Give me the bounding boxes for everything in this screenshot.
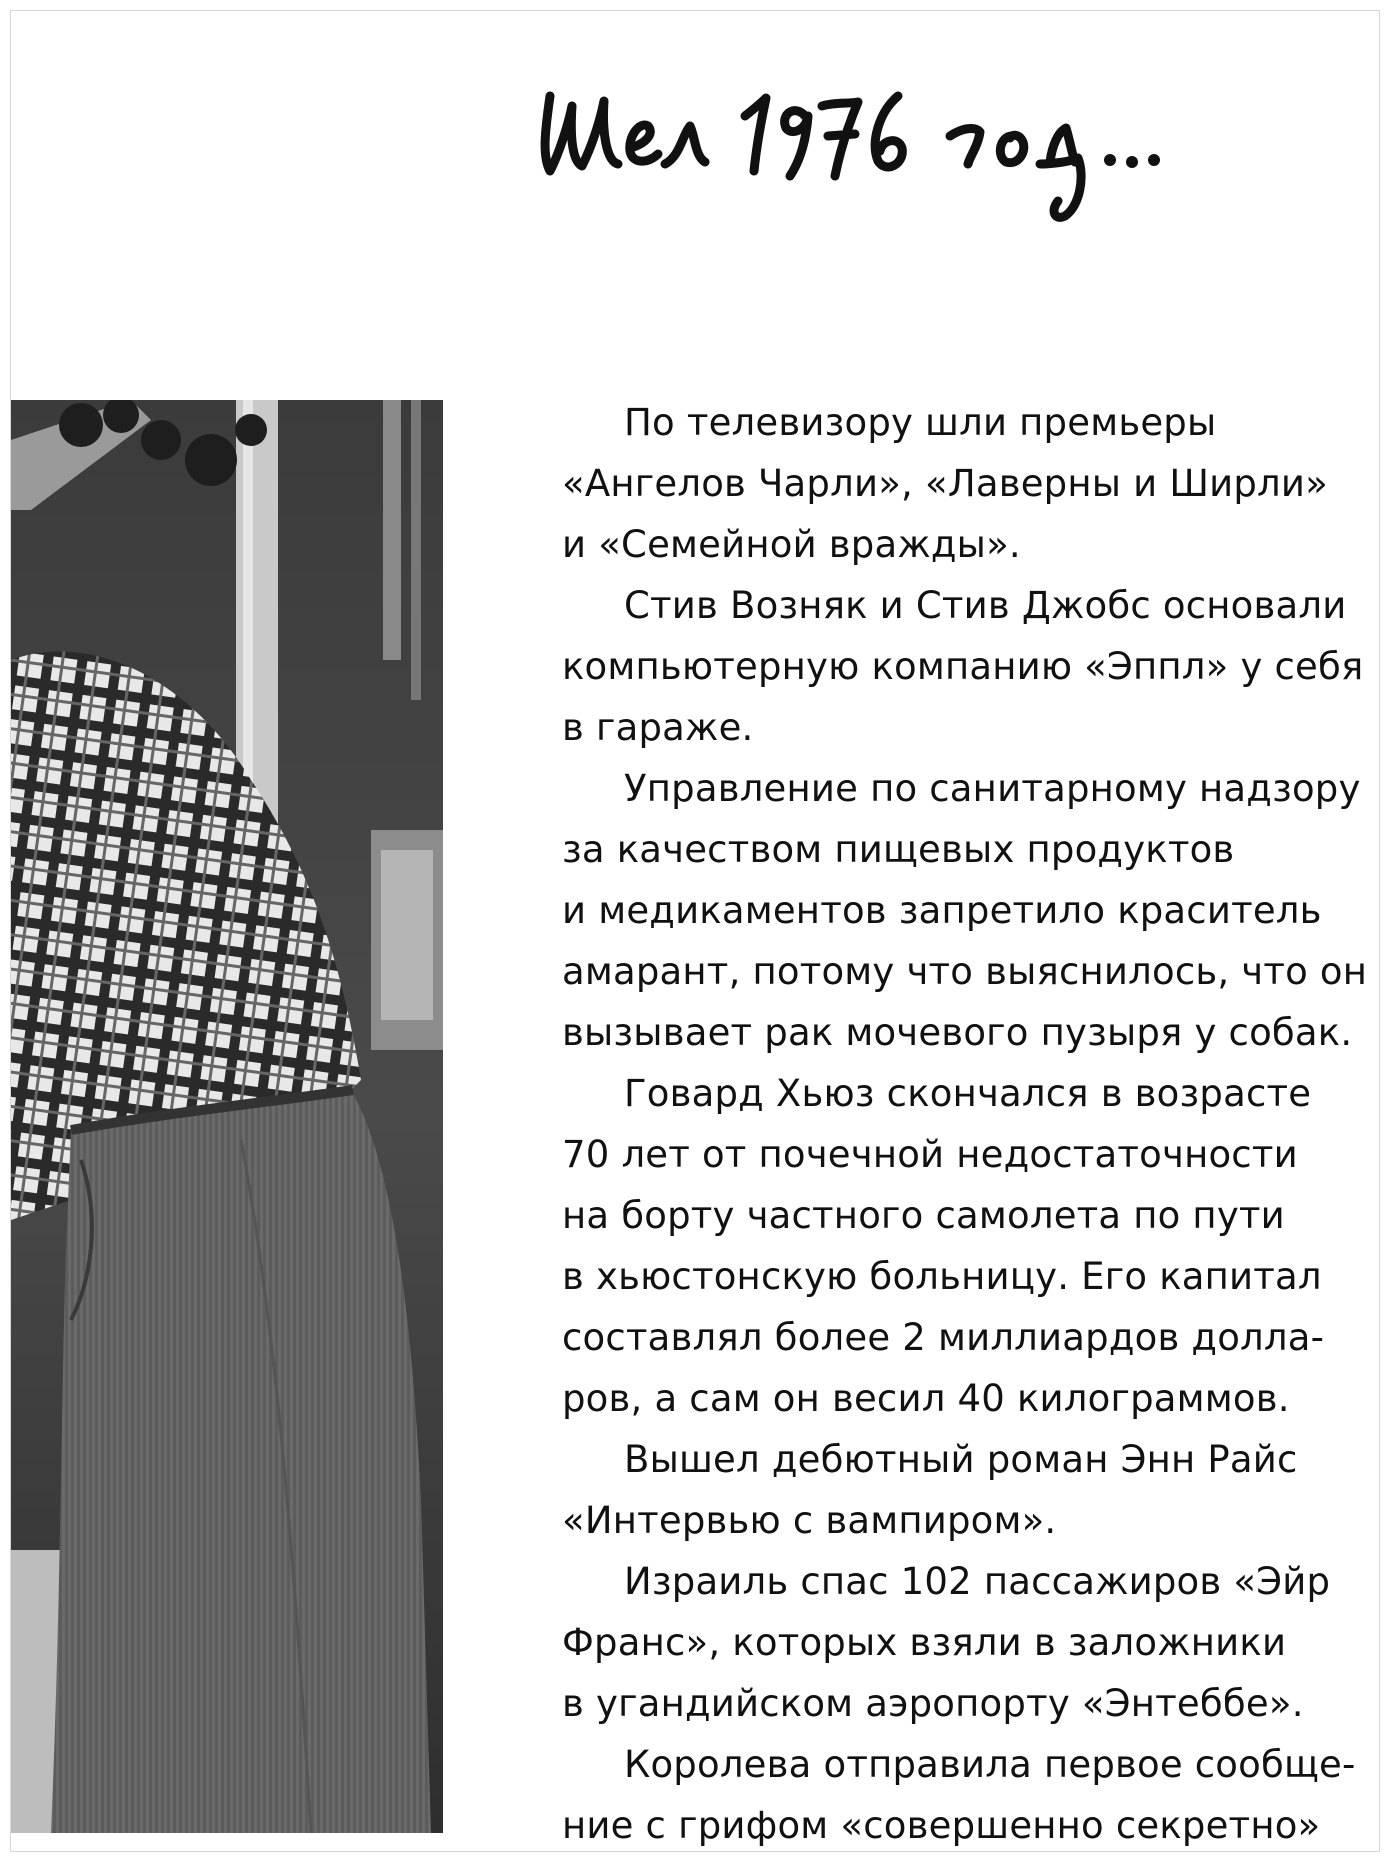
text-line: Израиль спас 102 пассажиров «Эйр bbox=[624, 1560, 1331, 1603]
text-line: на борту частного самолета по пути bbox=[562, 1194, 1285, 1237]
paragraph bbox=[500, 575, 1364, 758]
body-text bbox=[500, 392, 1368, 1856]
paragraph bbox=[500, 758, 1368, 1063]
text-line: компьютерную компанию «Эппл» у себя bbox=[562, 645, 1364, 688]
text-line: и медикаментов запретило краситель bbox=[562, 889, 1322, 932]
text-line: в хьюстонскую больницу. Его капитал bbox=[562, 1255, 1322, 1298]
text-line: вызывает рак мочевого пузыря у собак. bbox=[562, 1011, 1353, 1054]
text-line: Франс», которых взяли в заложники bbox=[562, 1621, 1287, 1664]
text-line: Стив Возняк и Стив Джобс основали bbox=[624, 584, 1347, 627]
paragraph bbox=[500, 392, 1340, 575]
text-line: Управление по санитарному надзору bbox=[624, 767, 1361, 810]
text-line: По телевизору шли премьеры bbox=[624, 401, 1217, 444]
text-line: «Ангелов Чарли», «Лаверны и Ширли» bbox=[562, 462, 1328, 505]
text-line: в гараже. bbox=[562, 706, 754, 749]
paragraph bbox=[500, 1063, 1340, 1429]
text-line: за качеством пищевых продуктов bbox=[562, 828, 1235, 871]
text-line: в угандийском аэропорту «Энтеббе». bbox=[562, 1682, 1304, 1725]
text-line: 70 лет от почечной недостаточности bbox=[562, 1133, 1298, 1176]
paragraph bbox=[500, 1429, 1340, 1551]
text-line: Говард Хьюз скончался в возрасте bbox=[624, 1072, 1312, 1115]
text-line: Вышел дебютный роман Энн Райс bbox=[624, 1438, 1298, 1481]
text-line: составлял более 2 миллиардов долла- bbox=[562, 1316, 1325, 1359]
text-line: ров, а сам он весил 40 килограммов. bbox=[562, 1377, 1290, 1420]
text-line: амарант, потому что выяснилось, что он bbox=[562, 950, 1368, 993]
text-line: ние с грифом «совершенно секретно» bbox=[562, 1804, 1321, 1847]
text-line: «Интервью с вампиром». bbox=[562, 1499, 1057, 1542]
paragraph bbox=[500, 1734, 1356, 1856]
handwritten-title bbox=[530, 36, 1310, 236]
paragraph bbox=[500, 1551, 1340, 1734]
photo-man-plaid-shirt bbox=[11, 400, 443, 1833]
text-line: Королева отправила первое сообще- bbox=[624, 1743, 1356, 1786]
text-line: и «Семейной вражды». bbox=[562, 523, 1021, 566]
